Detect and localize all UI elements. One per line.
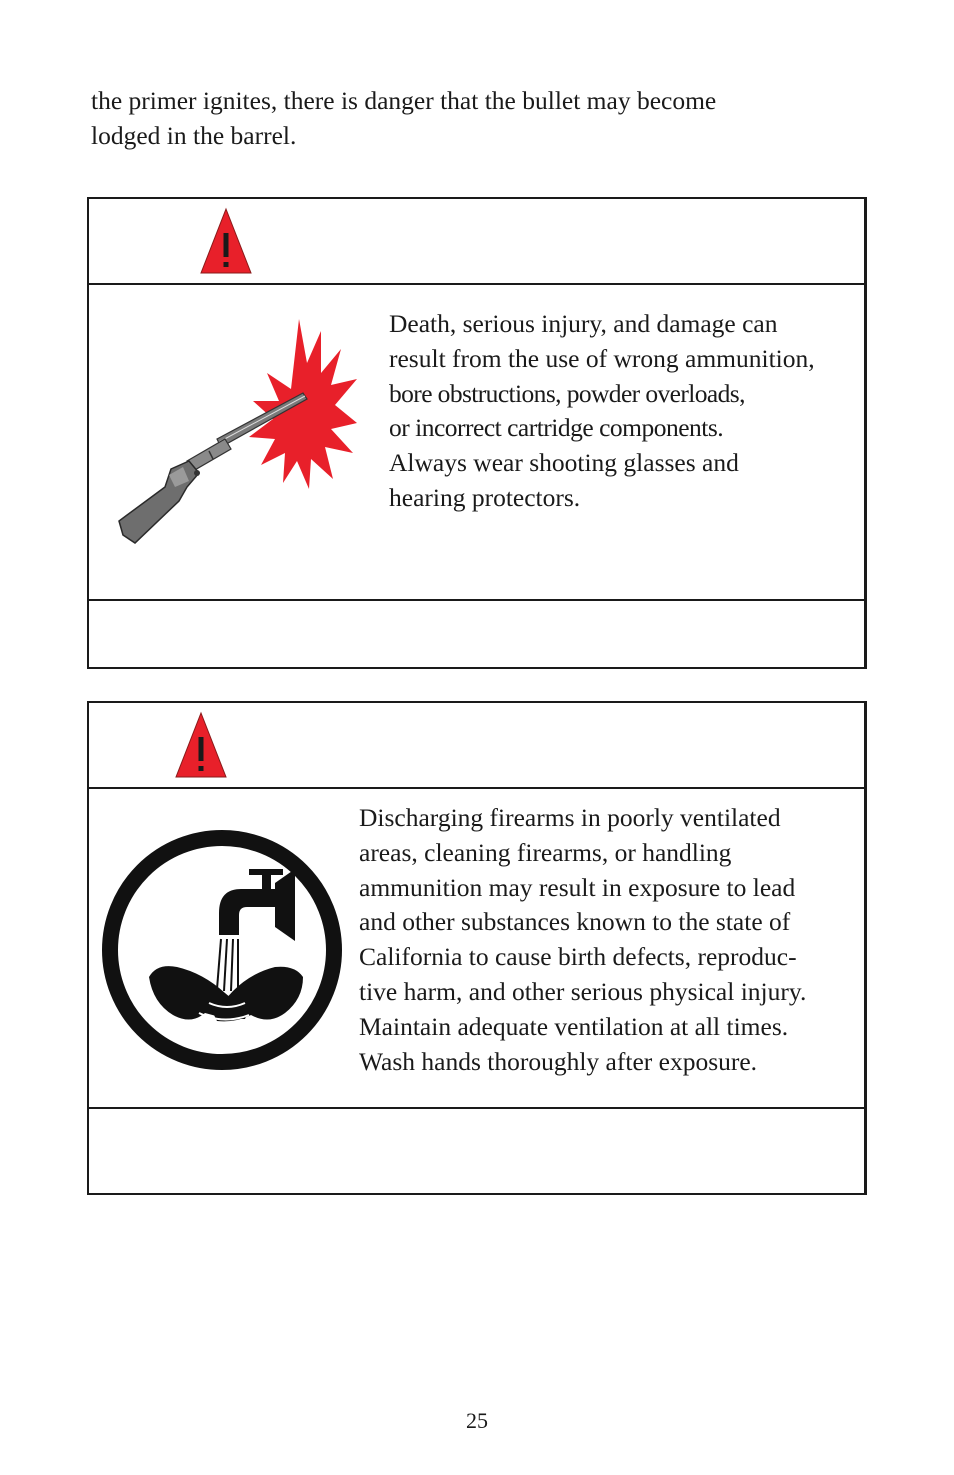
warning-text-line: bore obstructions, powder overloads, (389, 378, 745, 408)
warning-box-ammunition (87, 197, 867, 669)
warning-text-line: result from the use of wrong ammunition, (389, 343, 815, 373)
warning-text-line: Death, serious injury, and damage can (389, 309, 778, 338)
warning-footer (89, 601, 864, 669)
warning-text-line: Discharging firearms in poorly ventilated (359, 803, 781, 832)
rifle-explosion-icon (109, 311, 359, 551)
intro-line-1: the primer ignites, there is danger that the bullet may become (91, 86, 717, 115)
warning-text-line: Always wear shooting glasses and (389, 448, 739, 478)
warning-triangle-icon (174, 711, 228, 779)
warning-body (89, 285, 864, 601)
page-number: 25 (466, 1408, 488, 1433)
warning-text-line: areas, cleaning firearms, or handling (359, 837, 732, 867)
warning-text-line: and other substances known to the state of (359, 907, 791, 937)
warning-text-line: Maintain adequate ventilation at all times. (359, 1011, 789, 1041)
warning-text (359, 801, 806, 1079)
warning-box-lead-exposure (87, 701, 867, 1195)
warning-text (389, 307, 815, 516)
warning-text-line: hearing protectors. (389, 482, 581, 512)
intro-paragraph (91, 83, 871, 153)
warning-body (89, 789, 864, 1109)
warning-text-line: California to cause birth defects, reproduc- (359, 942, 797, 972)
warning-header (89, 703, 864, 789)
warning-text-line: Wash hands thoroughly after exposure. (359, 1046, 758, 1076)
warning-footer (89, 1109, 864, 1195)
warning-triangle-icon (199, 207, 253, 275)
warning-header (89, 199, 864, 285)
warning-text-line: or incorrect cartridge components. (389, 413, 724, 443)
intro-line-2: lodged in the barrel. (91, 121, 297, 150)
warning-text-line: ammunition may result in exposure to lead (359, 872, 796, 902)
hand-washing-icon (99, 827, 345, 1073)
warning-text-line: tive harm, and other serious physical injury. (359, 976, 807, 1006)
